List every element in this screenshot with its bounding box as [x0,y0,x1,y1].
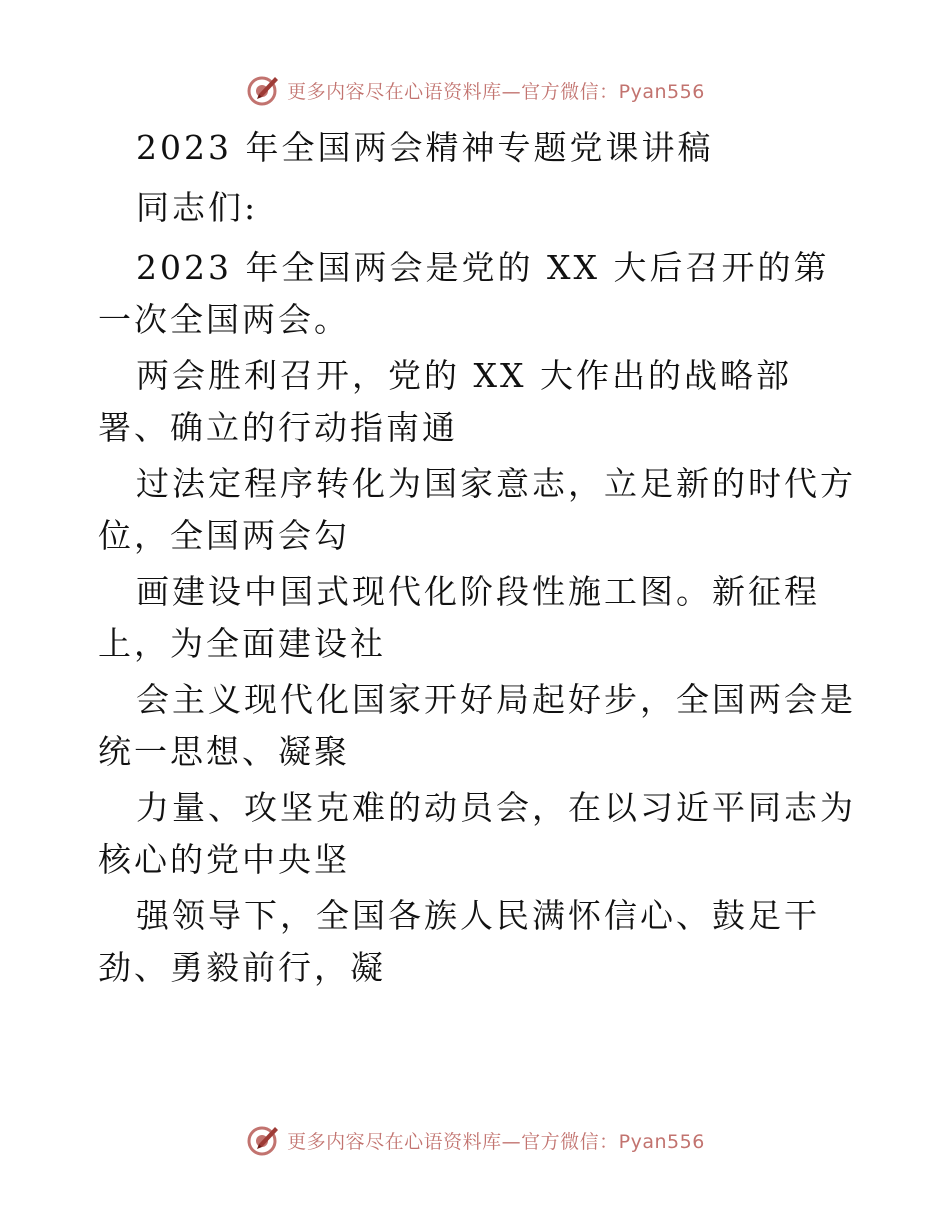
document-title: 2023 年全国两会精神专题党课讲稿 [136,128,714,167]
watermark-text: 更多内容尽在心语资料库—官方微信：Pyan556 [287,80,705,103]
paragraph: 两会胜利召开，党的 XX 大作出的战略部署、确立的行动指南通 [98,356,792,447]
paragraph: 力量、攻坚克难的动员会，在以习近平同志为核心的党中央坚 [98,788,856,879]
paragraph: 会主义现代化国家开好局起好步，全国两会是统一思想、凝聚 [98,680,856,771]
paragraph: 画建设中国式现代化阶段性施工图。新征程上，为全面建设社 [98,572,820,663]
document-body [98,122,858,998]
salutation: 同志们: [136,188,259,227]
paragraph: 2023 年全国两会是党的 XX 大后召开的第一次全国两会。 [98,248,830,339]
paragraph: 强领导下，全国各族人民满怀信心、鼓足干劲、勇毅前行，凝 [98,896,820,987]
pen-logo-icon [245,1122,281,1158]
footer-watermark [0,1120,950,1160]
pen-logo-icon [245,72,281,108]
header-watermark [0,70,950,110]
paragraph: 过法定程序转化为国家意志，立足新的时代方位，全国两会勾 [98,464,856,555]
watermark-text: 更多内容尽在心语资料库—官方微信：Pyan556 [287,1130,705,1153]
